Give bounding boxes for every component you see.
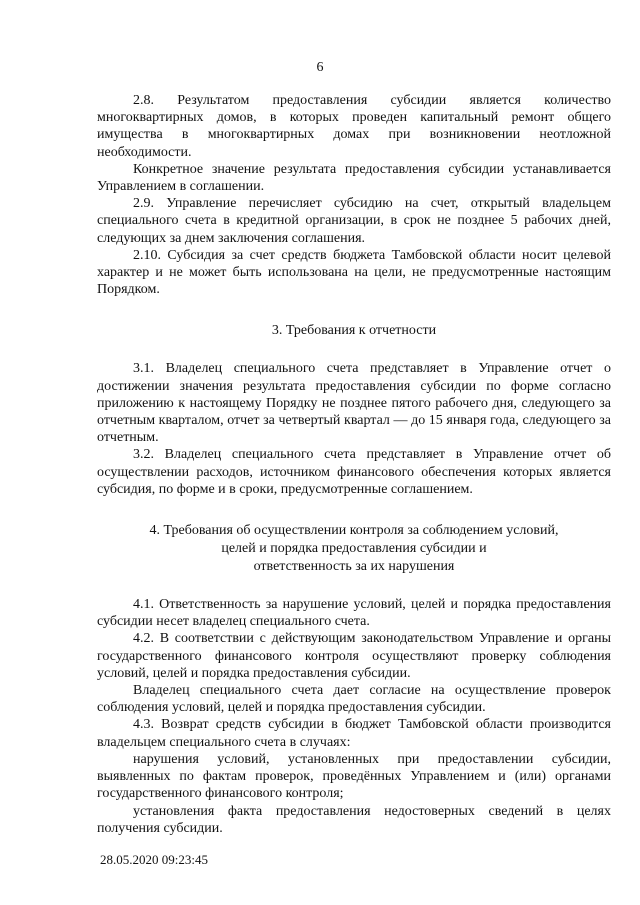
paragraph-2-8: 2.8. Результатом предоставления субсидии является количество многоквартирных домов, в которых проведен капитальный ремонт общего имущества в многоквартирных домах при возникновении неотложной необходимости. xyxy=(97,93,611,160)
paragraph-3-1: 3.1. Владелец специального счета представляет в Управление отчет о достижении значения результата предоставления субсидии по форме согласно приложению к настоящему Порядку не позднее пятого рабочего дня, следующего за отчетным кварталом, отчет за четвертый квартал — до 15 января года, следующего за отчетным. xyxy=(97,361,611,446)
paragraph-4-2: 4.2. В соответствии с действующим законодательством Управление и органы государственного финансового контроля осуществляют проверку соблюдения условий, целей и порядка предоставления субсидии. xyxy=(97,631,611,681)
paragraph-case-violation: нарушения условий, установленных при предоставлении субсидии, выявленных по фактам проверок, проведённых Управлением и (или) органами государственного финансового контроля; xyxy=(97,751,611,802)
section-4-heading-line: 4. Требования об осуществлении контроля за соблюдением условий, xyxy=(149,523,559,539)
paragraph-4-1: 4.1. Ответственность за нарушение условий, целей и порядка предоставления субсидии несет владелец специального счета. xyxy=(97,597,611,630)
paragraph-2-10: 2.10. Субсидия за счет средств бюджета Тамбовской области носит целевой характер и не может быть использована на цели, не предусмотренные настоящим Порядком. xyxy=(97,247,611,298)
section-4-heading-line: ответственность за их нарушения xyxy=(253,559,455,575)
paragraph-3-2: 3.2. Владелец специального счета представляет в Управление отчет об осуществлении расходов, источником финансового обеспечения которых является субсидия, по форме и в сроки, предусмотренные соглашением. xyxy=(97,447,611,497)
page-number: 6 xyxy=(316,60,324,75)
section-4-heading xyxy=(97,522,611,576)
paragraph-result-value: Конкретное значение результата предоставления субсидии устанавливается Управлением в соглашении. xyxy=(97,161,611,195)
paragraph-consent: Владелец специального счета дает согласие на осуществление проверок соблюдения условий, целей и порядка предоставления субсидии. xyxy=(97,683,611,716)
section-4-heading-line: целей и порядка предоставления субсидии и xyxy=(221,541,487,557)
footer-timestamp: 28.05.2020 09:23:45 xyxy=(100,852,208,867)
paragraph-case-false-info: установления факта предоставления недостоверных сведений в целях получения субсидии. xyxy=(97,803,611,836)
document-body xyxy=(97,92,611,837)
paragraph-2-9: 2.9. Управление перечисляет субсидию на счет, открытый владельцем специального счета в кредитной организации, в срок не позднее 5 рабочих дней, следующих за днем заключения соглашения. xyxy=(97,196,611,246)
paragraph-4-3: 4.3. Возврат средств субсидии в бюджет Тамбовской области производится владельцем специального счета в случаях: xyxy=(97,717,611,750)
section-3-heading: 3. Требования к отчетности xyxy=(271,323,437,339)
